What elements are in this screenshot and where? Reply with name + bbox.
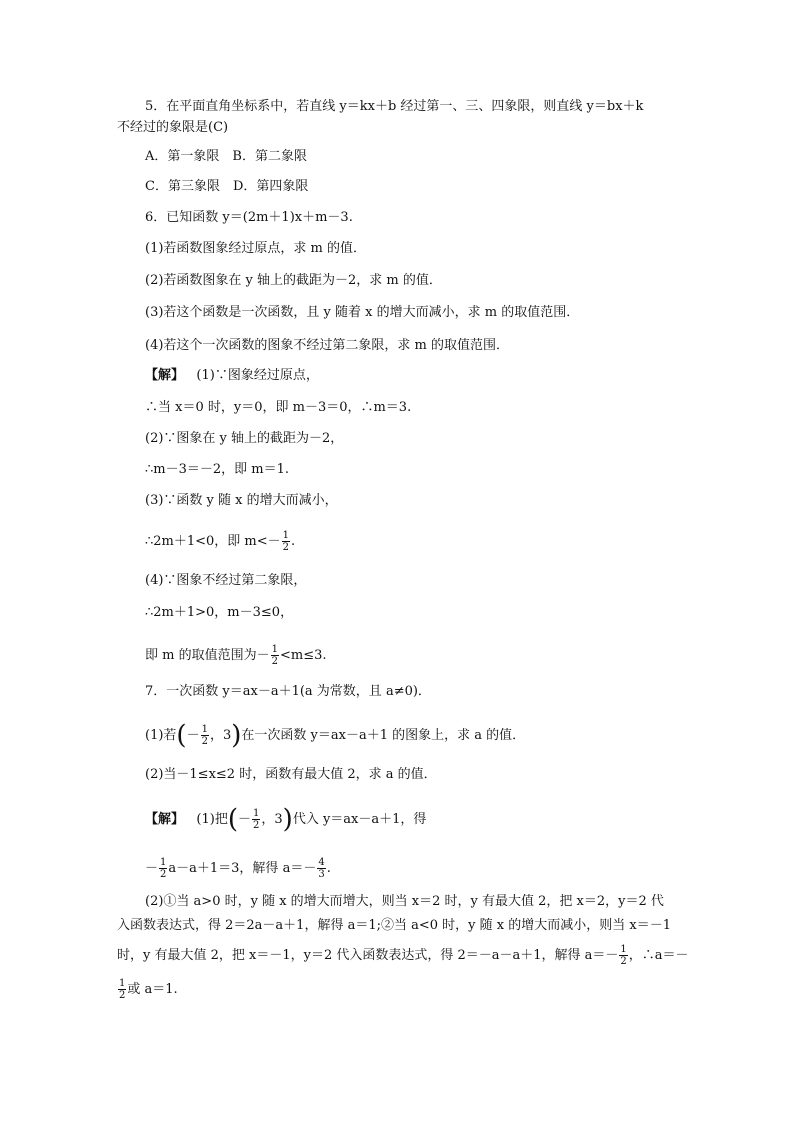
fraction-one-half: $\frac{1}{2}$	[201, 724, 208, 747]
fraction-one-half: $\frac{1}{2}$	[119, 978, 126, 1001]
q7-solution-label: 【解】	[145, 812, 185, 827]
q6-sol-line4: ∴m－3＝－2，即 m＝1.	[145, 462, 290, 477]
q7-sol-line6: $\frac{1}{2}$ 或 a＝1.	[119, 978, 178, 1001]
q6-solution-label: 【解】	[145, 368, 185, 383]
q5-options-ab: A．第一象限 B．第二象限	[145, 149, 307, 164]
q6-sol-line6-text: ∴2m＋1<0，即 m<－	[145, 534, 281, 549]
q5-options-cd: C．第三象限 D．第四象限	[145, 179, 309, 194]
q6-part3: (3)若这个函数是一次函数，且 y 随着 x 的增大而减小，求 m 的取值范围．	[145, 305, 580, 320]
q6-solution-first	[145, 368, 319, 384]
q6-sol-line7: (4)∵图象不经过第二象限，	[145, 573, 307, 588]
q7-sol-line2: － $\frac{1}{2}$ a－a＋1＝3，解得 a＝－ $\frac{4}{3}$ .	[145, 857, 331, 880]
q7-stem: 7．一次函数 y＝ax－a＋1(a 为常数，且 a≠0)．	[145, 684, 431, 699]
q7-sol-line4: 入函数表达式，得 2＝2a－a＋1，解得 a＝1;②当 a<0 时，y 随 x 的增大而减小，则当 x＝－1	[117, 918, 671, 933]
q6-sol-line9: 即 m 的取值范围为－ $\frac{1}{2}$ <m≤3.	[145, 644, 327, 667]
q5-line1: 5．在平面直角坐标系中，若直线 y＝kx＋b 经过第一、三、四象限，则直线 y＝bx＋k	[145, 99, 644, 114]
fraction-one-half: $\frac{1}{2}$	[282, 530, 290, 553]
q6-sol-line1: (1)∵图象经过原点，	[196, 368, 319, 383]
q6-part1: (1)若函数图象经过原点，求 m 的值．	[145, 241, 367, 256]
q7-part2: (2)当－1≤x≤2 时，函数有最大值 2，求 a 的值．	[145, 767, 437, 782]
q6-sol-line2: ∴当 x＝0 时，y＝0，即 m－3＝0，∴m＝3.	[145, 400, 412, 415]
q6-part4: (4)若这个一次函数的图象不经过第二象限，求 m 的取值范围．	[145, 338, 510, 353]
q6-sol-line6: ∴2m＋1<0，即 m<－ $\frac{1}{2}$ .	[145, 530, 296, 553]
q7-sol-line5: 时，y 有最大值 2，把 x＝－1，y＝2 代入函数表达式，得 2＝－a－a＋1，解得 a＝－ $\frac{1}{2}$ ，∴a＝－	[117, 944, 689, 967]
q6-sol-line9-text: 即 m 的取值范围为－	[145, 648, 270, 663]
fraction-four-thirds: $\frac{4}{3}$	[318, 857, 325, 880]
q5-line2: 不经过的象限是(C)	[117, 120, 229, 135]
fraction-one-half: $\frac{1}{2}$	[253, 808, 260, 831]
q7-part1: (1)若(－ $\frac{1}{2}$ ，3)在一次函数 y＝ax－a＋1 的图象上，求 a 的值．	[145, 720, 526, 751]
fraction-one-half: $\frac{1}{2}$	[160, 857, 167, 880]
q7-solution-first: 【解】 (1)把(－ $\frac{1}{2}$ ，3)代入 y＝ax－a＋1，得	[145, 804, 427, 835]
q6-part2: (2)若函数图象在 y 轴上的截距为－2，求 m 的值．	[145, 273, 442, 288]
fraction-one-half: $\frac{1}{2}$	[620, 944, 627, 967]
q7-sol-line3: (2)①当 a>0 时，y 随 x 的增大而增大，则当 x＝2 时，y 有最大值 2，把 x＝2，y＝2 代	[145, 894, 664, 909]
fraction-one-half: $\frac{1}{2}$	[271, 644, 278, 667]
q6-sol-line8: ∴2m＋1>0，m－3≤0，	[145, 605, 294, 620]
q6-stem: 6．已知函数 y＝(2m＋1)x＋m－3.	[145, 210, 353, 225]
q6-sol-line3: (2)∵图象在 y 轴上的截距为－2，	[145, 431, 344, 446]
q6-sol-line5: (3)∵函数 y 随 x 的增大而减小，	[145, 493, 338, 508]
